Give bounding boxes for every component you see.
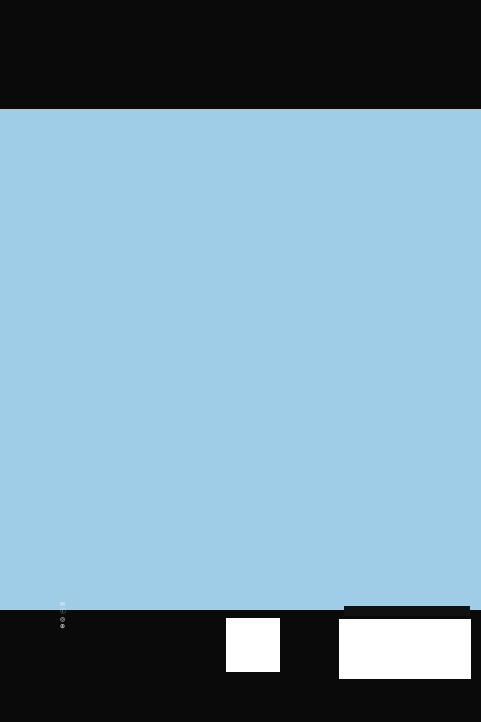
publisher-facebook xyxy=(60,609,240,616)
barcode-icon xyxy=(351,631,461,665)
publisher-website xyxy=(60,624,240,631)
globe-icon: ⊕ xyxy=(60,624,66,631)
toraja-pattern-top xyxy=(0,0,481,109)
publisher-info xyxy=(60,602,240,632)
toraja-motif-top-band xyxy=(0,0,481,109)
qr-code-icon xyxy=(226,618,280,672)
category-label xyxy=(344,606,470,616)
qr-code xyxy=(226,618,280,672)
facebook-icon: ⓕ xyxy=(60,609,67,616)
publisher-email xyxy=(60,602,240,609)
instagram-icon: ◎ xyxy=(60,616,66,623)
email-icon: ✉ xyxy=(60,602,66,608)
isbn-barcode xyxy=(339,619,471,679)
publisher-instagram xyxy=(60,617,240,624)
